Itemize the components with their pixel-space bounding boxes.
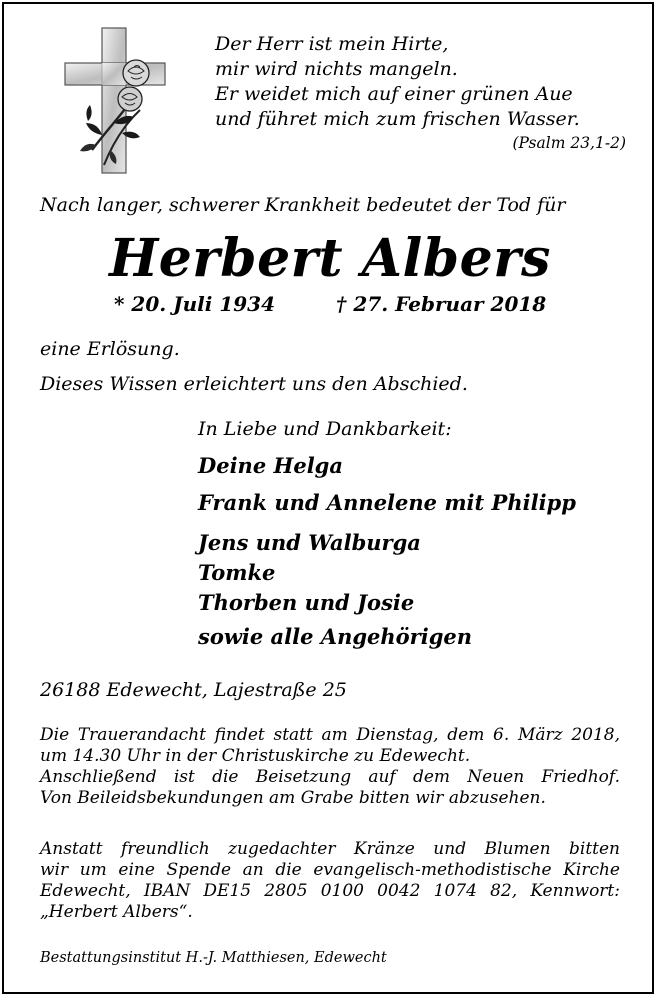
funeral-home: Bestattungsinstitut H.-J. Matthiesen, Edewecht bbox=[40, 950, 387, 966]
death-date: † 27. Februar 2018 bbox=[336, 292, 547, 316]
service-line-3: Anschließend ist die Beisetzung auf dem Neuen Friedhof. bbox=[40, 767, 620, 787]
mourner-2: Frank und Annelene mit Philipp bbox=[198, 490, 576, 515]
service-line-4: Von Beileidsbekundungen am Grabe bitten wir abzusehen. bbox=[40, 788, 546, 808]
mourner-1: Deine Helga bbox=[198, 453, 343, 478]
birth-date: * 20. Juli 1934 bbox=[114, 292, 276, 316]
psalm-line-2: mir wird nichts mangeln. bbox=[215, 58, 458, 80]
psalm-line-4: und führet mich zum frischen Wasser. bbox=[215, 108, 580, 130]
service-paragraph bbox=[40, 725, 620, 809]
donation-line-1: Anstatt freundlich zugedachter Kränze und Blumen bitten bbox=[40, 839, 620, 859]
donation-line-3: Edewecht, IBAN DE15 2805 0100 0042 1074 82, Kennwort: bbox=[40, 881, 620, 901]
psalm-line-1: Der Herr ist mein Hirte, bbox=[215, 33, 449, 55]
donation-line-4: „Herbert Albers“. bbox=[40, 902, 193, 922]
family-address: 26188 Edewecht, Lajestraße 25 bbox=[40, 679, 347, 701]
intro-text: Nach langer, schwerer Krankheit bedeutet der Tod für bbox=[40, 194, 566, 216]
donation-line-2: wir um eine Spende an die evangelisch-methodistische Kirche bbox=[40, 860, 620, 880]
mourner-6: sowie alle Angehörigen bbox=[198, 624, 473, 649]
psalm-line-3: Er weidet mich auf einer grünen Aue bbox=[215, 83, 573, 105]
mourner-3: Jens und Walburga bbox=[198, 530, 421, 555]
gratitude-heading: In Liebe und Dankbarkeit: bbox=[198, 418, 452, 440]
service-line-2: um 14.30 Uhr in der Christuskirche zu Edewecht. bbox=[40, 746, 471, 766]
relief-text: eine Erlösung. bbox=[40, 338, 180, 360]
psalm-reference: (Psalm 23,1-2) bbox=[512, 134, 626, 152]
farewell-text: Dieses Wissen erleichtert uns den Abschied. bbox=[40, 373, 468, 395]
donation-paragraph bbox=[40, 839, 620, 923]
mourner-5: Thorben und Josie bbox=[198, 590, 415, 615]
service-line-1: Die Trauerandacht findet statt am Dienstag, dem 6. März 2018, bbox=[40, 725, 620, 745]
cross-with-roses-icon bbox=[62, 25, 172, 175]
mourner-4: Tomke bbox=[198, 560, 276, 585]
deceased-name: Herbert Albers bbox=[109, 228, 551, 289]
